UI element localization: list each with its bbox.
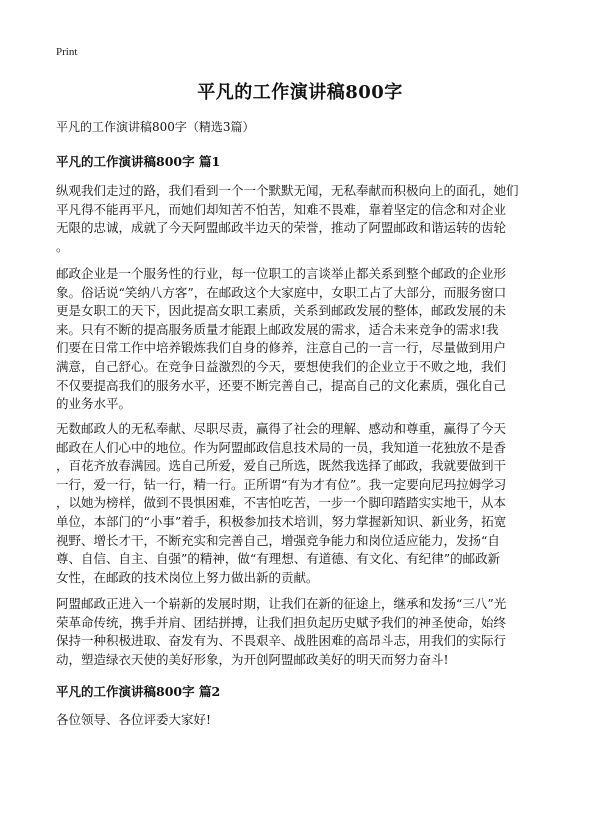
paragraph-line: ，百花齐放春满园。选自己所爱，爱自己所选，既然我选择了邮政，我就要做到干 — [56, 458, 507, 474]
paragraph-1 — [56, 182, 546, 256]
paragraph-line: 来。只有不断的提高服务质量才能跟上邮政发展的需求，适合未来竞争的需求!我 — [56, 321, 499, 337]
paragraph-line: 的业务水平。 — [56, 396, 132, 412]
paragraph-line: 单位，本部门的“小事”着手，积极参加技术培训，努力掌握新知识、新业务，拓宽 — [56, 513, 507, 529]
paragraph-2 — [56, 265, 546, 414]
paragraph-line: 象。俗话说“笑纳八方客”，在邮政这个大家庭中，女职工占了大部分，而服务窗口 — [56, 284, 507, 300]
document-subtitle: 平凡的工作演讲稿800字（精选3篇） — [56, 120, 255, 134]
paragraph-line: 。 — [56, 238, 69, 254]
paragraph-line: 阿盟邮政正进入一个崭新的发展时期，让我们在新的征途上，继承和发扬“三八”光 — [56, 596, 507, 611]
section-heading-2: 平凡的工作演讲稿800字 篇2 — [56, 684, 221, 699]
paragraph-3 — [56, 420, 546, 587]
paragraph-line: 视野、增长才干，不断充实和完善自己，增强竞争能力和岗位适应能力，发扬“自 — [56, 532, 500, 548]
paragraph-line: 尊、自信、自主、自强”的精神，做“有理想、有道德、有文化、有纪律”的邮政新 — [56, 551, 501, 567]
paragraph-line: 纵观我们走过的路，我们看到一个一个默默无闻，无私奉献而积极向上的面孔，她们 — [56, 183, 519, 198]
paragraph-line: 女性，在邮政的技术岗位上努力做出新的贡献。 — [56, 569, 319, 585]
paragraph-line: 邮政企业是一个服务性的行业，每一位职工的言谈举止都关系到整个邮政的企业形 — [56, 266, 507, 281]
paragraph-line: 们要在日常工作中培养锻炼我们自身的修养，注意自己的一言一行，尽量做到用户 — [56, 340, 507, 356]
paragraph-line: ，以她为榜样，做到不畏惧困难，不害怕吃苦，一步一个脚印踏踏实实地干，从本 — [56, 495, 507, 511]
paragraph-line: 更是女职工的天下，因此提高女职工素质，关系到邮政发展的整体，邮政发展的未 — [56, 303, 507, 319]
paragraph-line: 荣革命传统，携手并肩、团结拼搏，让我们担负起历史赋予我们的神圣使命，始终 — [56, 614, 507, 630]
print-label[interactable]: Print — [56, 46, 78, 58]
section-heading-1: 平凡的工作演讲稿800字 篇1 — [56, 154, 221, 169]
paragraph-line: 平凡得不能再平凡，而她们却知苦不怕苦，知难不畏难，靠着坚定的信念和对企业 — [56, 201, 507, 217]
paragraph-line: 无限的忠诚，成就了今天阿盟邮政半边天的荣誉，推动了阿盟邮政和谐运转的齿轮 — [56, 220, 507, 236]
paragraph-4 — [56, 595, 546, 669]
page-title: 平凡的工作演讲稿800字 — [197, 82, 403, 103]
paragraph-5 — [56, 711, 546, 730]
paragraph-line: 不仅要提高我们的服务水平，还要不断完善自己，提高自己的文化素质，强化自己 — [56, 377, 507, 393]
paragraph-line: 各位领导、各位评委大家好! — [56, 712, 212, 727]
paragraph-line: 动，塑造绿衣天使的美好形象，为开创阿盟邮政美好的明天而努力奋斗! — [56, 651, 449, 667]
paragraph-line: 一行，爱一行，钻一行，精一行。正所谓“有为才有位”。我一定要向尼玛拉姆学习 — [56, 476, 507, 492]
paragraph-line: 保持一种积极进取、奋发有为、不畏艰辛、战胜困难的高昂斗志，用我们的实际行 — [56, 633, 507, 649]
paragraph-line: 邮政在人们心中的地位。作为阿盟邮政信息技术局的一员，我知道一花独放不是香 — [56, 439, 507, 455]
paragraph-line: 无数邮政人的无私奉献、尽职尽责，赢得了社会的理解、感动和尊重，赢得了今天 — [56, 421, 507, 436]
paragraph-line: 满意，自己舒心。在竞争日益激烈的今天，要想使我们的企业立于不败之地，我们 — [56, 358, 507, 374]
